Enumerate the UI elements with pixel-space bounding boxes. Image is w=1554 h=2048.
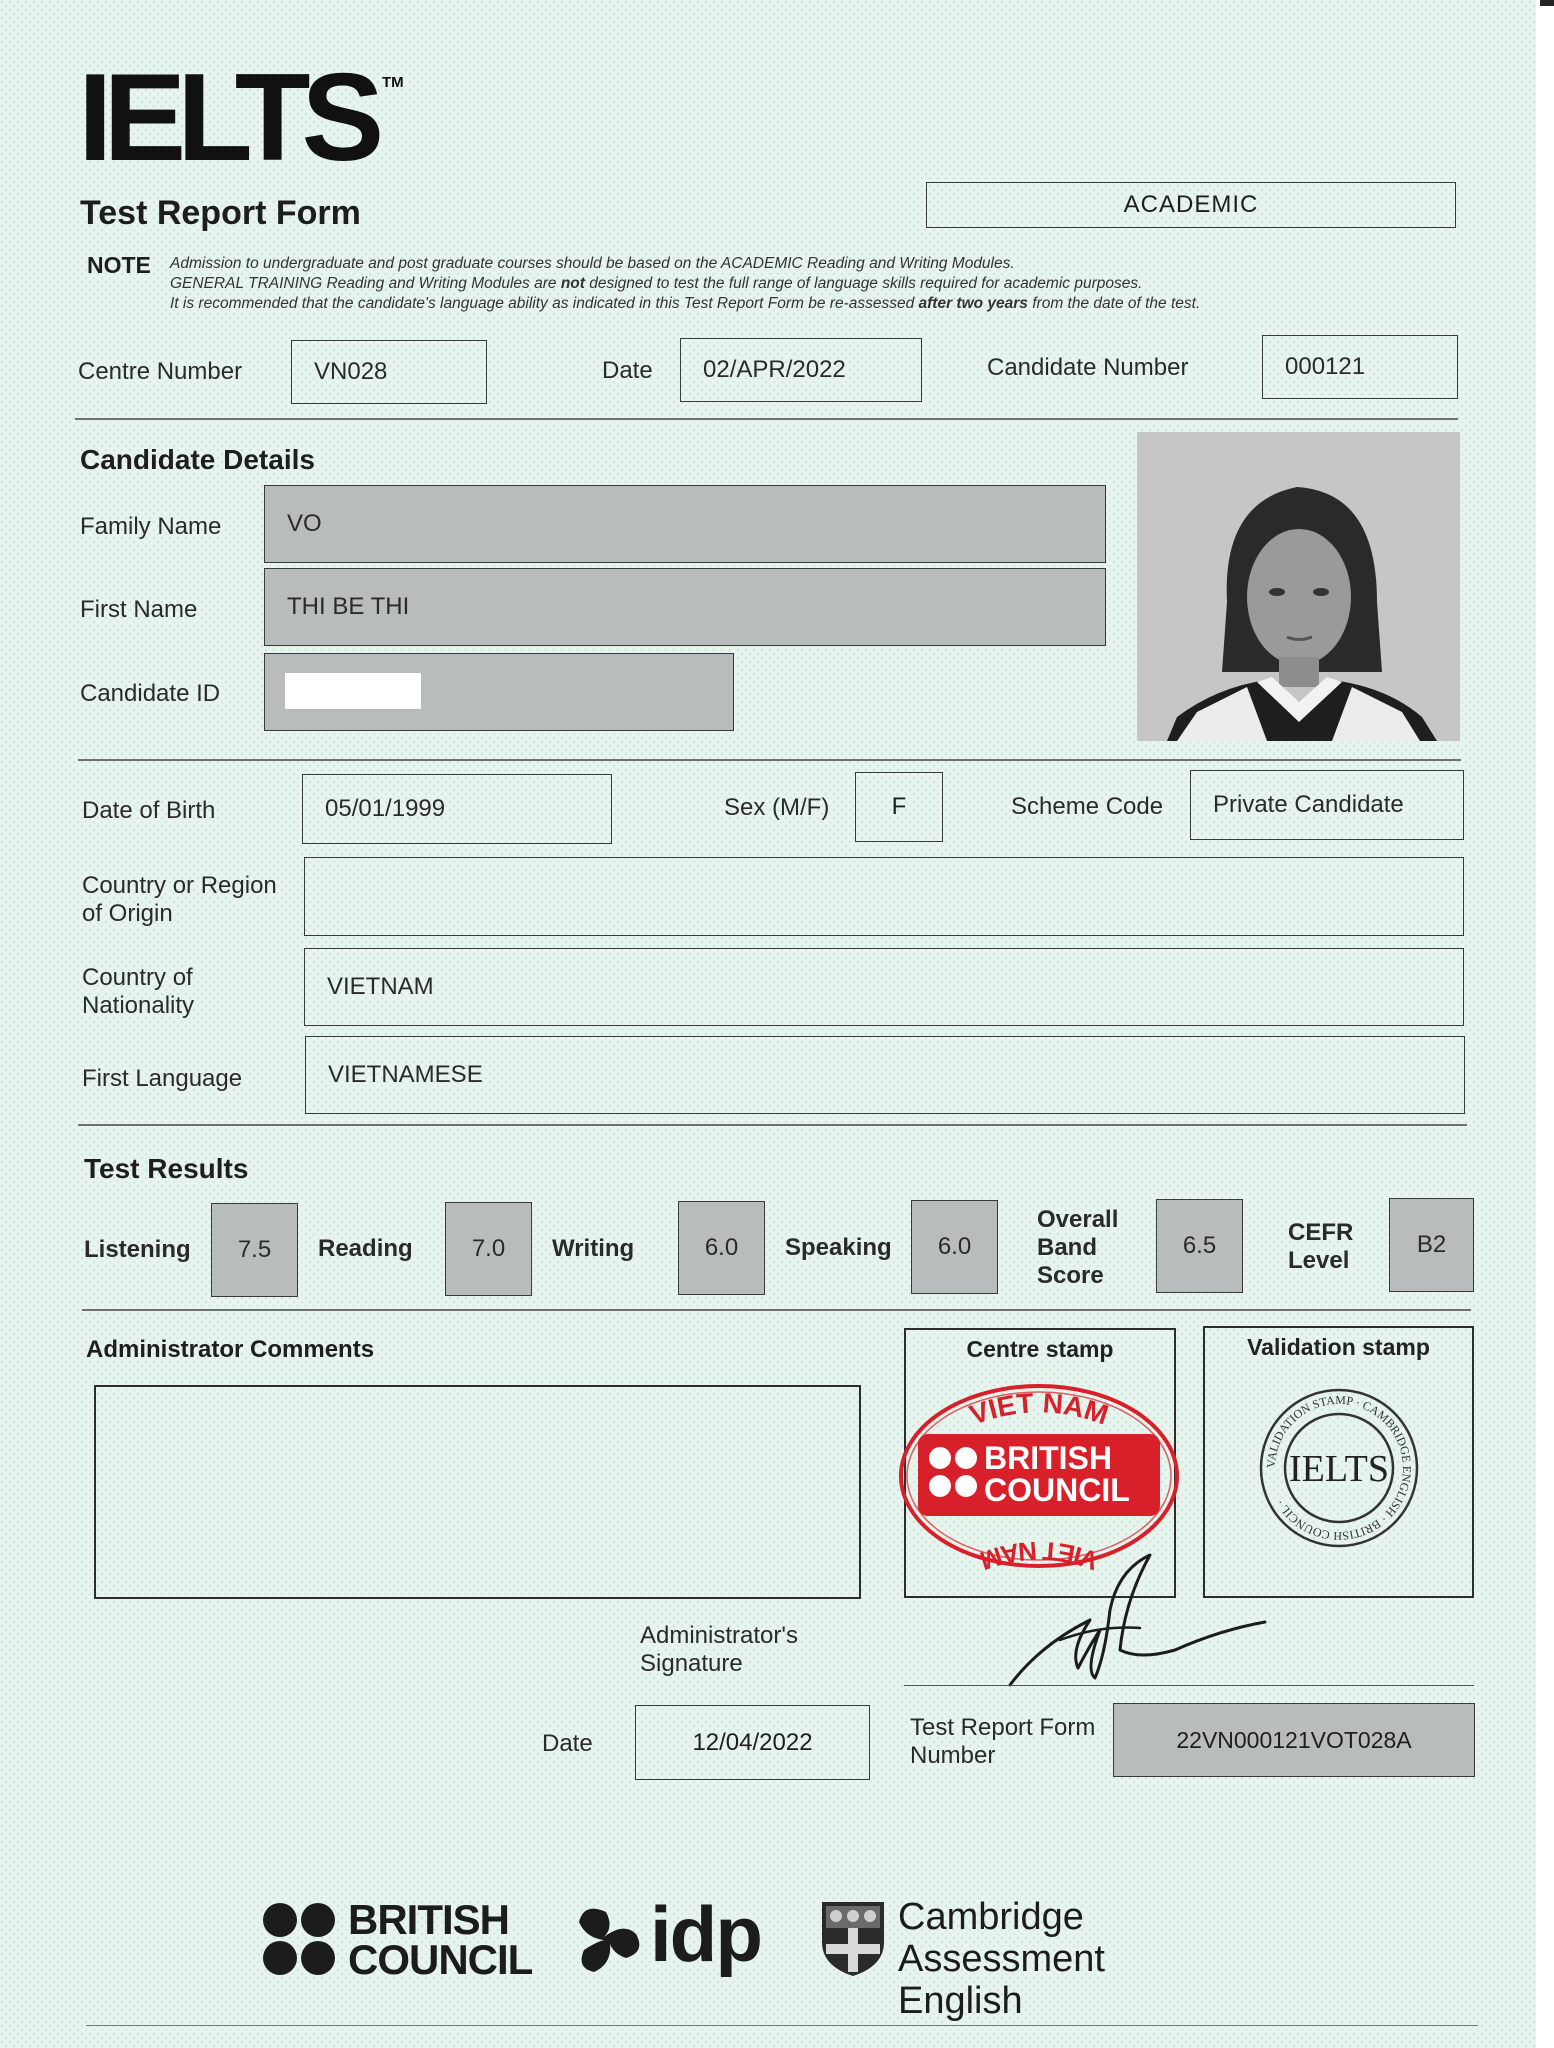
divider-2: [78, 759, 1461, 761]
listening-score: 7.5: [211, 1203, 298, 1297]
note-text: [170, 254, 1450, 314]
note-line-2: GENERAL TRAINING Reading and Writing Modules are not designed to test the full range of language skills required for academic purposes.: [170, 275, 1143, 292]
scheme-code-value: Private Candidate: [1213, 791, 1404, 818]
note-line-1: Admission to undergraduate and post graduate courses should be based on the ACADEMIC Reading and Writing Modules.: [170, 255, 1015, 272]
centre-number-field: [291, 340, 487, 404]
cambridge-logo-line2: English: [898, 1980, 1023, 2022]
candidate-number-value: 000121: [1285, 353, 1366, 380]
first-language-value: VIETNAMESE: [328, 1061, 483, 1088]
stamp-brand-line1: BRITISH: [984, 1440, 1112, 1476]
admin-date-value: 12/04/2022: [692, 1728, 813, 1756]
dob-label: Date of Birth: [82, 797, 216, 824]
speaking-score: 6.0: [911, 1200, 998, 1294]
nationality-label: Country of Nationality: [82, 964, 195, 1019]
first-language-label: First Language: [82, 1065, 243, 1092]
bc-logo-line1: BRITISH: [348, 1896, 509, 1943]
dob-field: [302, 774, 612, 844]
british-council-stamp: [896, 1376, 1182, 1576]
scheme-code-field: [1190, 770, 1464, 840]
sex-value: F: [891, 793, 907, 820]
sex-field: [855, 772, 943, 842]
family-name-value: VO: [287, 510, 322, 537]
british-council-dots-icon: [262, 1902, 338, 1978]
candidate-id-field: [264, 653, 734, 731]
divider-3: [78, 1124, 1467, 1126]
module-field: [926, 182, 1456, 228]
ielts-validation-seal: [1257, 1386, 1421, 1550]
bottom-rule: [86, 2025, 1478, 2026]
test-results-title: Test Results: [84, 1153, 249, 1184]
cambridge-logo-line1: Cambridge Assessment: [898, 1896, 1105, 1980]
dob-value: 05/01/1999: [325, 795, 446, 822]
note-line-3: It is recommended that the candidate's language ability as indicated in this Test Report Form be re-assessed after two years from the date of the test.: [170, 295, 1201, 312]
listening-label: Listening: [84, 1236, 191, 1263]
admin-signature-label: Administrator's Signature: [640, 1622, 798, 1677]
trf-number-field: [1113, 1703, 1475, 1777]
cefr-level-label: CEFR Level: [1288, 1219, 1354, 1274]
origin-label: Country or Region of Origin: [82, 872, 277, 927]
seal-center-text: IELTS: [1289, 1448, 1389, 1490]
candidate-details-title: Candidate Details: [80, 444, 315, 475]
admin-date-field: [635, 1705, 870, 1780]
trf-number-value: 22VN000121VOT028A: [1176, 1726, 1412, 1753]
family-name-label: Family Name: [80, 513, 222, 540]
candidate-photo: [1137, 432, 1460, 741]
speaking-label: Speaking: [785, 1234, 892, 1261]
date-label: Date: [602, 357, 653, 384]
signature-line: [904, 1685, 1474, 1686]
centre-number-value: VN028: [314, 358, 388, 385]
stamp-brand-line2: COUNCIL: [984, 1472, 1130, 1508]
family-name-field: [264, 485, 1106, 563]
divider-4: [82, 1309, 1471, 1311]
form-title: Test Report Form: [80, 194, 361, 232]
british-council-logo: [262, 1896, 533, 1983]
note-label: NOTE: [87, 252, 151, 278]
nationality-value: VIETNAM: [327, 973, 434, 1000]
handwritten-signature: [1000, 1550, 1280, 1700]
stamp-top-text: VIET NAM: [965, 1387, 1113, 1431]
cambridge-logo: [818, 1896, 1298, 2022]
candidate-photo-illustration: [1137, 432, 1460, 741]
candidate-number-label: Candidate Number: [987, 354, 1189, 381]
overall-band-score: 6.5: [1156, 1199, 1243, 1293]
candidate-id-redaction: [285, 673, 421, 709]
cambridge-shield-icon: [818, 1898, 888, 1978]
right-edge-shadow: [1536, 0, 1554, 2048]
validation-stamp-label: Validation stamp: [1247, 1334, 1430, 1360]
divider-1: [75, 418, 1458, 420]
ielts-logo-text: IELTS: [78, 49, 376, 187]
first-name-label: First Name: [80, 596, 198, 623]
top-right-corner-mark: [1540, 0, 1554, 6]
module-value: ACADEMIC: [1123, 191, 1259, 218]
origin-field: [304, 857, 1464, 936]
idp-logo: [574, 1890, 764, 1986]
seal-ring-text: VALIDATION STAMP · CAMBRIDGE ENGLISH · BRITISH COUNCIL ·: [1263, 1392, 1415, 1544]
reading-score: 7.0: [445, 1202, 532, 1296]
scheme-code-label: Scheme Code: [1011, 793, 1164, 820]
writing-score: 6.0: [678, 1201, 765, 1295]
first-language-field: [305, 1036, 1465, 1114]
admin-comments-label: Administrator Comments: [86, 1336, 375, 1363]
candidate-id-label: Candidate ID: [80, 680, 221, 707]
trademark-mark: TM: [382, 74, 404, 91]
writing-label: Writing: [552, 1235, 635, 1262]
first-name-field: [264, 568, 1106, 646]
nationality-field: [304, 948, 1464, 1026]
cefr-level-score: B2: [1389, 1198, 1474, 1292]
idp-swirl-icon: [574, 1902, 644, 1978]
candidate-number-field: [1262, 335, 1458, 399]
overall-band-label: Overall Band Score: [1037, 1206, 1119, 1289]
centre-number-label: Centre Number: [78, 358, 243, 385]
test-date-field: [680, 338, 922, 402]
centre-stamp-label: Centre stamp: [966, 1336, 1114, 1362]
sex-label: Sex (M/F): [724, 794, 830, 821]
test-date-value: 02/APR/2022: [703, 356, 846, 383]
stamp-bottom-text: VIET NAM: [976, 1535, 1102, 1576]
idp-logo-text: idp: [650, 1890, 761, 1978]
admin-comments-box: [94, 1385, 861, 1599]
reading-label: Reading: [318, 1235, 413, 1262]
first-name-value: THI BE THI: [287, 593, 410, 620]
trf-number-label: Test Report Form Number: [910, 1714, 1096, 1769]
ielts-logo: [78, 49, 376, 187]
bc-logo-line2: COUNCIL: [348, 1936, 533, 1983]
admin-date-label: Date: [542, 1730, 593, 1757]
